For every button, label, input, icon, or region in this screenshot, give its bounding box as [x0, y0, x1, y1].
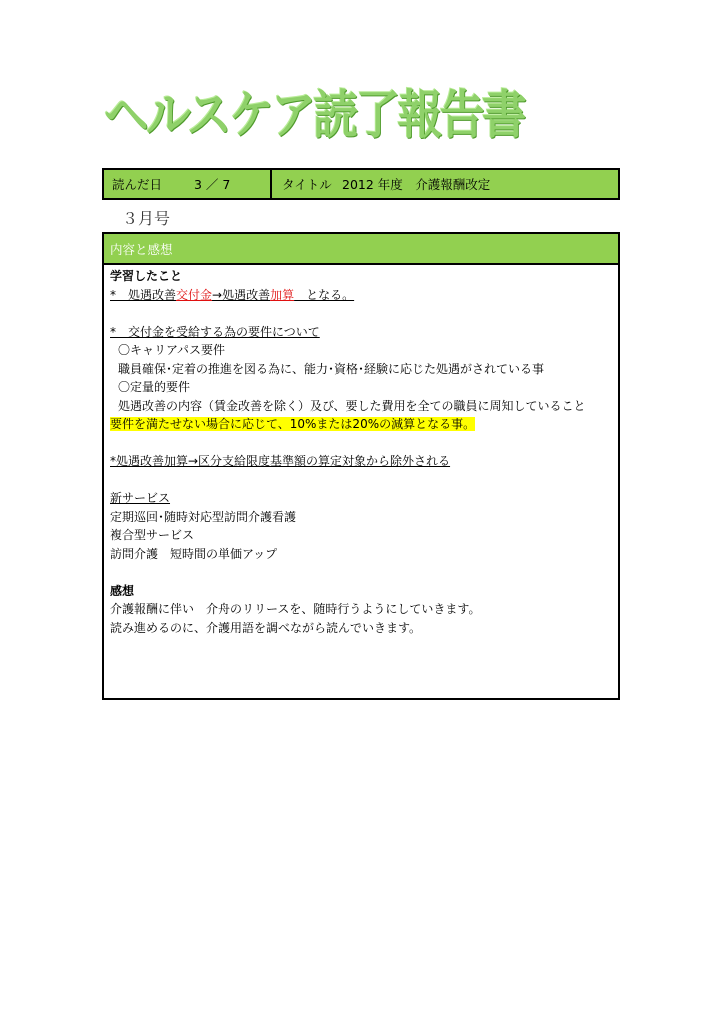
impression-heading: 感想 [110, 583, 135, 598]
line-1 [110, 286, 618, 305]
content-body [104, 265, 618, 637]
content-box [102, 232, 620, 700]
line-6: 処遇改善の内容（賃金改善を除く）及び、要した費用を全ての職員に周知していること [118, 398, 586, 413]
read-date-cell [104, 170, 272, 198]
impression-2: 読み進めるのに、介護用語を調べながら読んでいきます。 [110, 620, 422, 635]
line-1-prefix: * 処遇改善 [110, 287, 177, 302]
line-1-suffix: となる。 [294, 287, 355, 302]
service-2: 複合型サービス [110, 528, 195, 542]
title-value: 2012 年度 介護報酬改定 [342, 177, 491, 192]
report-title: ヘルスケア読了報告書 [104, 86, 525, 146]
read-date-value: 3 ／ 7 [194, 177, 231, 192]
service-3: 訪問介護 短時間の単価アップ [110, 546, 278, 561]
impression-1: 介護報酬に伴い 介舟のリリースを、随時行うようにしていきます。 [110, 602, 481, 616]
issue-label: ３月号 [122, 209, 171, 228]
line-5: 〇定量的要件 [118, 380, 191, 394]
info-header [102, 168, 620, 200]
line-4: 職員確保･定着の推進を図る為に、能力･資格･経験に応じた処遇がされている事 [118, 361, 545, 376]
learned-heading: 学習したこと [110, 269, 183, 283]
new-services-heading: 新サービス [110, 491, 171, 505]
line-1-mid: →処遇改善 [212, 287, 271, 302]
line-3: 〇キャリアパス要件 [118, 343, 226, 357]
service-1: 定期巡回･随時対応型訪問介護看護 [110, 509, 297, 524]
line-7-highlight: 要件を満たせない場合に応じて、10%または20%の減算となる事。 [110, 417, 476, 431]
line-8: *処遇改善加算→区分支給限度基準額の算定対象から除外される [110, 454, 451, 468]
line-1-red-1: 交付金 [176, 287, 213, 302]
title-cell [272, 175, 618, 193]
line-2: * 交付金を受給する為の要件について [110, 324, 320, 339]
read-date-label: 読んだ日 [112, 177, 163, 192]
section-heading: 内容と感想 [104, 234, 618, 265]
line-1-red-2: 加算 [270, 287, 295, 302]
title-label: タイトル [282, 177, 332, 192]
